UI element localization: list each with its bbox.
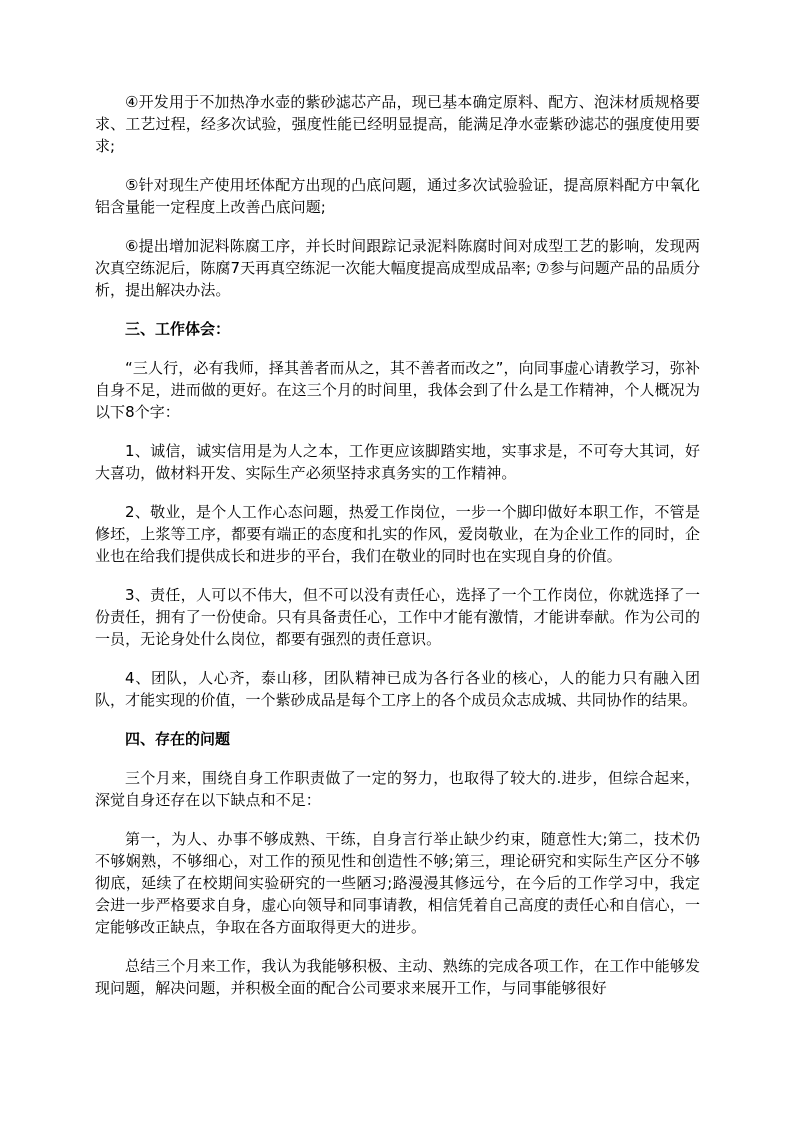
paragraph-responsibility: 3、责任，人可以不伟大，但不可以没有责任心，选择了一个工作岗位，你就选择了一份责任，拥有了一份使命。只有具备责任心，工作中才能有激情，才能讲奉献。作为公司的一员，无论身处什么岗位，都要有强烈的责任意识。	[95, 586, 700, 648]
paragraph-work-spirit-intro: “三人行，必有我师，择其善者而从之，其不善者而改之”，向同事虚心请教学习，弥补自身不足，进而做的更好。在这三个月的时间里，我体会到了什么是工作精神，个人概况为以下8个字：	[95, 359, 700, 421]
paragraph-summary: 总结三个月来工作，我认为我能够积极、主动、熟练的完成各项工作，在工作中能够发现问题，解决问题，并积极全面的配合公司要求来展开工作，与同事能够很好	[95, 957, 700, 997]
paragraph-teamwork: 4、团队，人心齐，泰山移，团队精神已成为各行各业的核心，人的能力只有融入团队，才能实现的价值，一个紫砂成品是每个工序上的各个成员众志成城、共同协作的结果。	[95, 669, 700, 709]
paragraph-shortcomings: 第一，为人、办事不够成熟、干练，自身言行举止缺少约束，随意性大;第二，技术仍不够娴熟，不够细心，对工作的预见性和创造性不够;第三，理论研究和实际生产区分不够彻底，延续了在校期间实验研究的一些陋习;路漫漫其修远兮，在今后的工作学习中，我定会进一步严格要求自身，虚心向领导和同事请教，相信凭着自己高度的责任心和自信心，一定能够改正缺点，争取在各方面取得更大的进步。	[95, 830, 700, 936]
paragraph-dedication: 2、敬业，是个人工作心态问题，热爱工作岗位，一步一个脚印做好本职工作，不管是修坯，上浆等工序，都要有端正的态度和扎实的作风，爱岗敬业，在为企业工作的同时，企业也在给我们提供成长和进步的平台，我们在敬业的同时也在实现自身的价值。	[95, 503, 700, 565]
document-page	[95, 91, 700, 1016]
paragraph-problems-intro: 三个月来，围绕自身工作职责做了一定的努力，也取得了较大的.进步，但综合起来，深觉自身还存在以下缺点和不足：	[95, 769, 700, 809]
paragraph-integrity: 1、诚信，诚实信用是为人之本，工作更应该脚踏实地，实事求是，不可夸大其词，好大喜功，做材料开发、实际生产必须坚持求真务实的工作精神。	[95, 442, 700, 482]
section-heading-work-experience: 三、工作体会：	[125, 320, 231, 338]
paragraph-convex-bottom: ⑤针对现生产使用坯体配方出现的凸底问题，通过多次试验验证，提高原料配方中氧化铝含量能一定程度上改善凸底问题;	[95, 176, 700, 216]
paragraph-filter-development: ④开发用于不加热净水壶的紫砂滤芯产品，现已基本确定原料、配方、泡沫材质规格要求、工艺过程，经多次试验，强度性能已经明显提高，能满足净水壶紫砂滤芯的强度使用要求;	[95, 93, 700, 155]
paragraph-clay-aging: ⑥提出增加泥料陈腐工序，并长时间跟踪记录泥料陈腐时间对成型工艺的影响，发现两次真空练泥后，陈腐7天再真空练泥一次能大幅度提高成型成品率; ⑦参与问题产品的品质分析，提出解决办法。	[95, 237, 700, 299]
section-heading-existing-problems: 四、存在的问题	[125, 730, 231, 748]
